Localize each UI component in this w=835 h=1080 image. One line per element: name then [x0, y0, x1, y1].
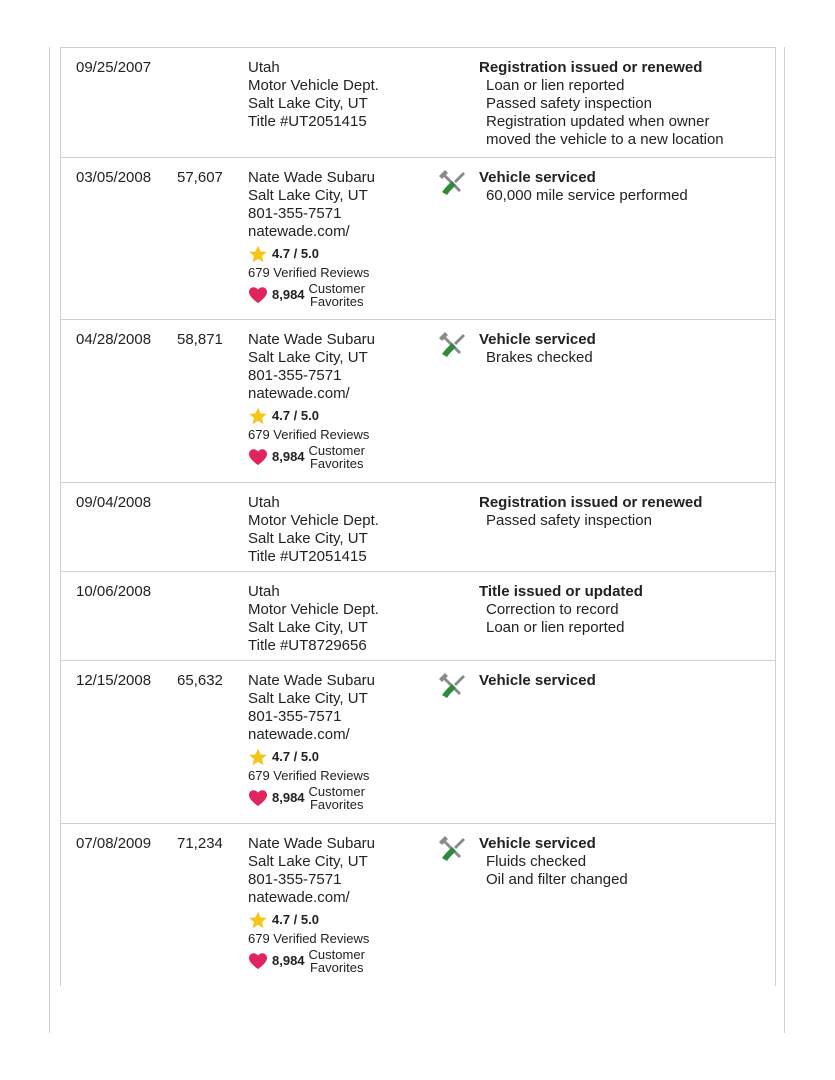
- record-detail-item: moved the vehicle to a new location: [486, 131, 724, 148]
- record-detail-item: 60,000 mile service performed: [486, 187, 688, 204]
- customer-favorites: [248, 444, 375, 470]
- record-title: Vehicle serviced: [479, 672, 596, 689]
- source-line: natewade.com/: [248, 889, 350, 906]
- source-line: Utah: [248, 494, 280, 511]
- record-detail-item: Correction to record: [486, 601, 619, 618]
- history-row: [60, 47, 776, 157]
- record-details: [479, 331, 596, 367]
- source-line: Title #UT8729656: [248, 637, 367, 654]
- record-details: [479, 672, 596, 690]
- favorites-label: Customer Favorites: [308, 443, 365, 471]
- verified-reviews: 679 Verified Reviews: [248, 427, 370, 442]
- shop-rating: [248, 406, 375, 426]
- source-line: Motor Vehicle Dept.: [248, 601, 379, 618]
- page-left-rule: [49, 47, 50, 1033]
- record-detail-item: Loan or lien reported: [486, 619, 625, 636]
- source-line: Salt Lake City, UT: [248, 690, 368, 707]
- record-source: [248, 583, 379, 655]
- source-line: natewade.com/: [248, 726, 350, 743]
- source-line: 801-355-7571: [248, 367, 342, 384]
- favorites-label: Customer Favorites: [308, 947, 365, 975]
- star-icon: [248, 747, 268, 767]
- star-icon: [248, 406, 268, 426]
- page-right-rule: [784, 47, 785, 1033]
- record-details: [479, 835, 628, 889]
- favorites-count: 8,984: [272, 449, 305, 464]
- source-line: natewade.com/: [248, 385, 350, 402]
- record-detail-item: Passed safety inspection: [486, 95, 652, 112]
- rating-score: 4.7 / 5.0: [272, 408, 319, 423]
- record-details: [479, 494, 702, 530]
- history-row: [60, 823, 776, 986]
- record-details: [479, 59, 724, 149]
- heart-icon: [248, 952, 268, 970]
- source-line: Nate Wade Subaru: [248, 835, 376, 852]
- wrench-screwdriver-icon: [437, 168, 467, 198]
- record-mileage: 58,871: [177, 331, 223, 348]
- record-date: 09/25/2007: [76, 59, 152, 76]
- record-date: 07/08/2009: [76, 835, 152, 852]
- favorites-label: Customer Favorites: [308, 281, 365, 309]
- shop-rating: [248, 910, 375, 930]
- source-line: Title #UT2051415: [248, 548, 367, 565]
- record-detail-item: Brakes checked: [486, 349, 593, 366]
- shop-rating: [248, 244, 375, 264]
- verified-reviews: 679 Verified Reviews: [248, 768, 370, 783]
- record-date: 12/15/2008: [76, 672, 152, 689]
- verified-reviews: 679 Verified Reviews: [248, 265, 370, 280]
- customer-favorites: [248, 282, 375, 308]
- record-detail-item: Registration updated when owner: [486, 113, 710, 130]
- favorites-label: Customer Favorites: [308, 784, 365, 812]
- heart-icon: [248, 286, 268, 304]
- record-title: Registration issued or renewed: [479, 59, 703, 76]
- vehicle-history-table: [60, 47, 776, 986]
- record-mileage: 65,632: [177, 672, 223, 689]
- source-line: Nate Wade Subaru: [248, 331, 376, 348]
- record-details: [479, 169, 688, 205]
- record-mileage: 71,234: [177, 835, 223, 852]
- customer-favorites: [248, 785, 375, 811]
- history-row: [60, 660, 776, 823]
- source-line: Nate Wade Subaru: [248, 672, 376, 689]
- source-line: Salt Lake City, UT: [248, 853, 368, 870]
- record-detail-item: Loan or lien reported: [486, 77, 625, 94]
- record-title: Vehicle serviced: [479, 169, 596, 186]
- source-line: natewade.com/: [248, 223, 350, 240]
- source-line: Utah: [248, 59, 280, 76]
- record-source: [248, 672, 375, 811]
- customer-favorites: [248, 948, 375, 974]
- history-row: [60, 157, 776, 319]
- source-line: Title #UT2051415: [248, 113, 367, 130]
- source-line: Salt Lake City, UT: [248, 95, 368, 112]
- favorites-count: 8,984: [272, 287, 305, 302]
- history-row: [60, 571, 776, 660]
- heart-icon: [248, 789, 268, 807]
- record-date: 10/06/2008: [76, 583, 152, 600]
- favorites-count: 8,984: [272, 953, 305, 968]
- source-line: Salt Lake City, UT: [248, 349, 368, 366]
- source-line: 801-355-7571: [248, 871, 342, 888]
- record-date: 09/04/2008: [76, 494, 152, 511]
- history-row: [60, 319, 776, 482]
- record-title: Registration issued or renewed: [479, 494, 703, 511]
- history-row: [60, 482, 776, 571]
- source-line: Salt Lake City, UT: [248, 619, 368, 636]
- rating-score: 4.7 / 5.0: [272, 246, 319, 261]
- star-icon: [248, 244, 268, 264]
- record-source: [248, 59, 379, 131]
- record-detail-item: Fluids checked: [486, 853, 587, 870]
- record-date: 04/28/2008: [76, 331, 152, 348]
- record-title: Title issued or updated: [479, 583, 643, 600]
- source-line: Motor Vehicle Dept.: [248, 77, 379, 94]
- record-detail-item: Passed safety inspection: [486, 512, 652, 529]
- source-line: Nate Wade Subaru: [248, 169, 376, 186]
- record-title: Vehicle serviced: [479, 331, 596, 348]
- source-line: 801-355-7571: [248, 708, 342, 725]
- shop-rating: [248, 747, 375, 767]
- star-icon: [248, 910, 268, 930]
- wrench-screwdriver-icon: [437, 834, 467, 864]
- wrench-screwdriver-icon: [437, 330, 467, 360]
- record-source: [248, 494, 379, 566]
- source-line: 801-355-7571: [248, 205, 342, 222]
- record-source: [248, 331, 375, 470]
- record-detail-item: Oil and filter changed: [486, 871, 628, 888]
- source-line: Salt Lake City, UT: [248, 187, 368, 204]
- record-mileage: 57,607: [177, 169, 223, 186]
- record-date: 03/05/2008: [76, 169, 152, 186]
- rating-score: 4.7 / 5.0: [272, 749, 319, 764]
- rating-score: 4.7 / 5.0: [272, 912, 319, 927]
- record-source: [248, 835, 375, 974]
- source-line: Utah: [248, 583, 280, 600]
- favorites-count: 8,984: [272, 790, 305, 805]
- record-details: [479, 583, 643, 637]
- verified-reviews: 679 Verified Reviews: [248, 931, 370, 946]
- heart-icon: [248, 448, 268, 466]
- source-line: Salt Lake City, UT: [248, 530, 368, 547]
- record-title: Vehicle serviced: [479, 835, 596, 852]
- record-source: [248, 169, 375, 308]
- wrench-screwdriver-icon: [437, 671, 467, 701]
- source-line: Motor Vehicle Dept.: [248, 512, 379, 529]
